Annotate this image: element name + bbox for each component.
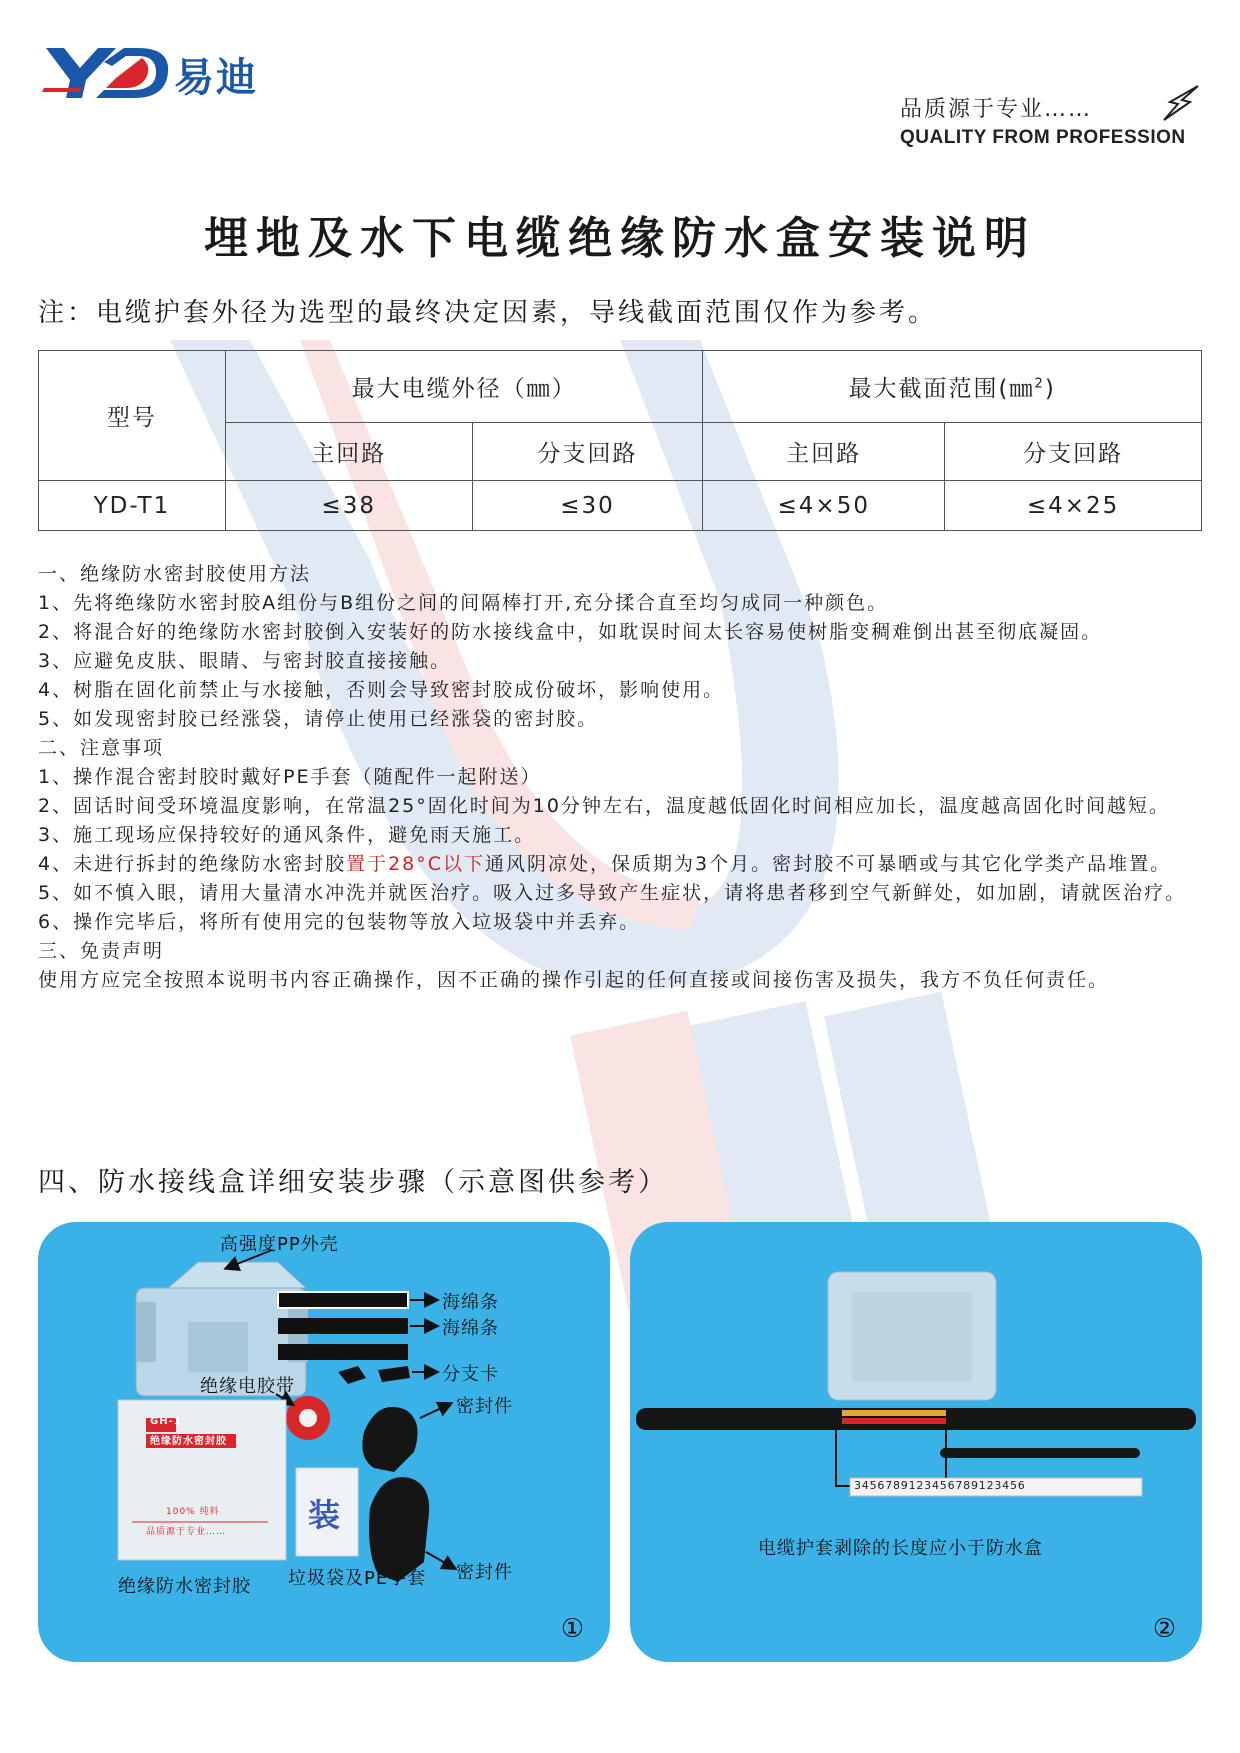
section-heading: 二、注意事项 — [38, 737, 165, 759]
yd-logo-icon — [42, 44, 172, 100]
box-name: 绝缘防水密封胶 — [150, 1436, 227, 1447]
box-model: GH-1 — [150, 1416, 182, 1427]
instruction-item: 5、如发现密封胶已经涨袋，请停止使用已经涨袋的密封胶。 — [38, 708, 599, 730]
slogan — [900, 92, 1200, 149]
main-circuit-header: 主回路 — [703, 423, 945, 481]
instruction-item: 5、如不慎入眼，请用大量清水冲洗并就医治疗。吸入过多导致产生症状，请将患者移到空气新鲜处，如加剧，请就医治疗。 — [38, 882, 1187, 904]
instruction-item: 4、树脂在固化前禁止与水接触，否则会导致密封胶成份破坏，影响使用。 — [38, 679, 725, 701]
label-sponge-strip: 海绵条 — [442, 1318, 499, 1339]
company-logo — [42, 40, 282, 110]
instruction-item: 1、操作混合密封胶时戴好PE手套（随配件一起附送） — [38, 766, 542, 788]
instruction-item: 3、施工现场应保持较好的通风条件，避免雨天施工。 — [38, 824, 536, 846]
table-row — [39, 481, 1202, 531]
stripping-panel — [630, 1222, 1202, 1662]
stripping-illustration — [630, 1222, 1202, 1662]
components-panel — [38, 1222, 610, 1662]
spec-table — [38, 350, 1202, 531]
main-circuit-header: 主回路 — [225, 423, 472, 481]
label-sealant: 绝缘防水密封胶 — [118, 1576, 251, 1597]
temperature-warning: 置于28°C以下 — [346, 853, 486, 875]
logo-text: 易迪 — [174, 55, 258, 101]
selection-note: 注：电缆护套外径为选型的最终决定因素，导线截面范围仅作为参考。 — [38, 298, 938, 328]
label-bag-gloves: 垃圾袋及PE手套 — [288, 1568, 427, 1589]
model-cell: YD-T1 — [39, 481, 226, 531]
disclaimer-text: 使用方应完全按照本说明书内容正确操作，因不正确的操作引起的任何直接或间接伤害及损失，我方不负任何责任。 — [38, 969, 1110, 991]
label-pp-shell: 高强度PP外壳 — [220, 1234, 339, 1255]
box-pure: 100% 纯料 — [166, 1507, 220, 1517]
step-number: ① — [560, 1614, 584, 1644]
ruler-digits: 3456789123456789123456 — [854, 1479, 1026, 1492]
cell-branch-section: ≤4×25 — [945, 481, 1202, 531]
instruction-item: 2、将混合好的绝缘防水密封胶倒入安装好的防水接线盒中，如耽误时间太长容易使树脂变稠难倒出甚至彻底凝固。 — [38, 621, 1103, 643]
label-insulating-tape: 绝缘电胶带 — [200, 1376, 295, 1397]
instruction-item: 4、未进行拆封的绝缘防水密封胶置于28°C以下通风阴凉处，保质期为3个月。密封胶不可暴晒或与其它化学类产品堆置。 — [38, 853, 1172, 875]
instruction-item: 6、操作完毕后，将所有使用完的包装物等放入垃圾袋中并丢弃。 — [38, 911, 641, 933]
section-heading: 四、防水接线盒详细安装步骤（示意图供参考） — [38, 1167, 668, 1198]
label-seal: 密封件 — [456, 1562, 513, 1583]
step-number: ② — [1152, 1614, 1176, 1644]
instruction-item: 3、应避免皮肤、眼睛、与密封胶直接接触。 — [38, 650, 452, 672]
cell-branch-diameter: ≤30 — [472, 481, 703, 531]
branch-circuit-header: 分支回路 — [472, 423, 703, 481]
label-branch-clip: 分支卡 — [442, 1364, 499, 1385]
model-header: 型号 — [39, 351, 226, 481]
page-title: 埋地及水下电缆绝缘防水盒安装说明 — [204, 213, 1036, 264]
section-heading: 三、免责声明 — [38, 940, 165, 962]
cell-main-section: ≤4×50 — [703, 481, 945, 531]
section-heading: 一、绝缘防水密封胶使用方法 — [38, 563, 312, 585]
label-sponge-strip: 海绵条 — [442, 1292, 499, 1313]
label-seal: 密封件 — [456, 1396, 513, 1417]
slogan-english: QUALITY FROM PROFESSION — [900, 127, 1186, 148]
star-icon — [1160, 84, 1200, 124]
max-diameter-header: 最大电缆外径（㎜） — [225, 351, 703, 423]
bag-text: 装 — [308, 1496, 342, 1534]
branch-circuit-header: 分支回路 — [945, 423, 1202, 481]
cell-main-diameter: ≤38 — [225, 481, 472, 531]
instruction-item: 1、先将绝缘防水密封胶A组份与B组份之间的间隔棒打开,充分揉合直至均匀成同一种颜色。 — [38, 592, 889, 614]
instructions — [38, 560, 1204, 995]
stripping-caption: 电缆护套剥除的长度应小于防水盒 — [758, 1538, 1043, 1559]
instruction-item: 2、固话时间受环境温度影响，在常温25°固化时间为10分钟左右，温度越低固化时间相应加长，温度越高固化时间越短。 — [38, 795, 1170, 817]
max-section-header: 最大截面范围(㎜$^2$) — [703, 351, 1202, 423]
slogan-chinese: 品质源于专业…… — [900, 97, 1093, 122]
box-slogan: 品质源于专业…… — [146, 1527, 227, 1537]
